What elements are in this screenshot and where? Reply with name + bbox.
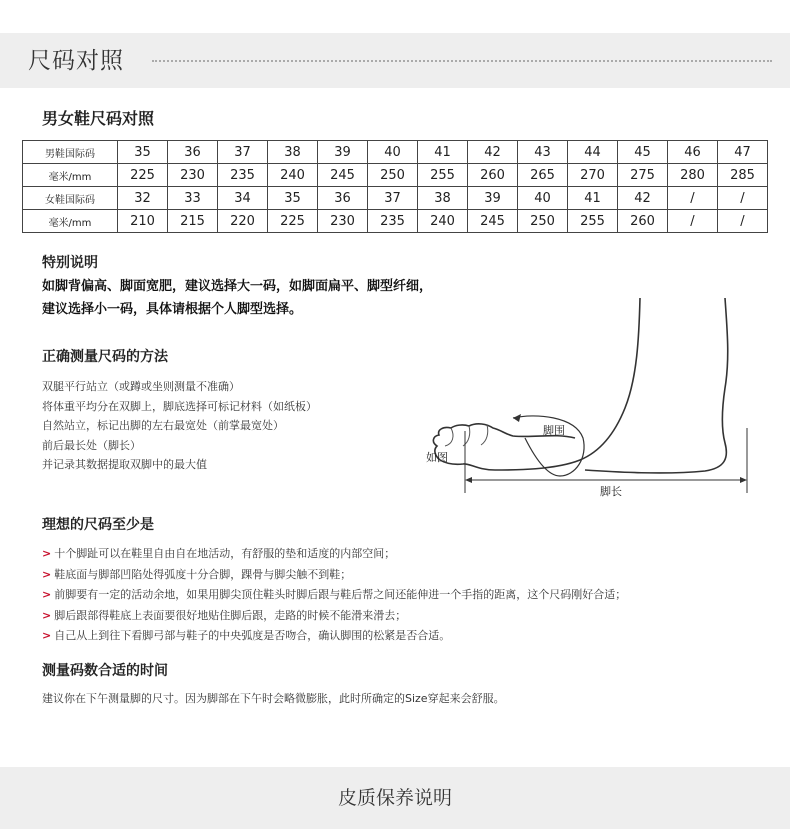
ideal-title: 理想的尺码至少是 — [42, 517, 154, 533]
footer-banner — [0, 767, 790, 829]
ideal-item-text: 鞋底面与脚部凹陷处得弧度十分合脚，踝骨与脚尖触不到鞋； — [54, 567, 352, 581]
ideal-item-text: 十个脚趾可以在鞋里自由自在地活动，有舒服的垫和适度的内部空间； — [54, 547, 396, 560]
size-cell: 220 — [218, 210, 268, 233]
size-cell: 35 — [268, 187, 318, 210]
footer-title: 皮质保养说明 — [337, 787, 452, 809]
size-cell: 44 — [568, 141, 618, 164]
size-cell: 45 — [618, 141, 668, 164]
page-title: 尺码对照 — [28, 48, 124, 74]
ideal-item — [42, 544, 626, 565]
size-cell: 235 — [368, 210, 418, 233]
size-cell: 260 — [468, 164, 518, 187]
size-table-title: 男女鞋尺码对照 — [42, 109, 155, 128]
method-list — [42, 377, 317, 475]
method-line: 双腿平行站立（或蹲或坐则测量不准确） — [42, 380, 240, 393]
size-row-label: 毫米/mm — [23, 164, 118, 187]
size-cell: 230 — [318, 210, 368, 233]
special-text — [42, 275, 432, 321]
size-cell: 32 — [118, 187, 168, 210]
size-table-row — [23, 210, 768, 233]
size-cell: 245 — [468, 210, 518, 233]
size-cell: 255 — [418, 164, 468, 187]
size-cell: 42 — [468, 141, 518, 164]
size-cell: 250 — [518, 210, 568, 233]
size-cell: 33 — [168, 187, 218, 210]
size-cell: 225 — [268, 210, 318, 233]
size-cell: 285 — [718, 164, 768, 187]
foot-measure-diagram — [425, 298, 765, 508]
ideal-list — [42, 544, 626, 647]
size-cell: 34 — [218, 187, 268, 210]
special-line: 如脚背偏高、脚面宽肥，建议选择大一码，如脚面扁平、脚型纤细， — [42, 279, 433, 294]
ideal-item — [42, 606, 626, 627]
foot-outline — [433, 298, 640, 470]
bullet-arrow-icon: > — [42, 547, 52, 560]
size-cell: / — [718, 210, 768, 233]
size-cell: 38 — [418, 187, 468, 210]
special-line: 建议选择小一码，具体请根据个人脚型选择。 — [42, 302, 303, 317]
size-cell: 280 — [668, 164, 718, 187]
size-table-row — [23, 141, 768, 164]
size-cell: 46 — [668, 141, 718, 164]
size-cell: 43 — [518, 141, 568, 164]
header-banner — [0, 33, 790, 88]
size-cell: 260 — [618, 210, 668, 233]
ideal-item — [42, 565, 626, 586]
size-cell: 255 — [568, 210, 618, 233]
size-cell: 35 — [118, 141, 168, 164]
size-cell: 210 — [118, 210, 168, 233]
girth-arrow-head — [513, 414, 521, 422]
size-table — [22, 140, 768, 233]
method-line: 并记录其数据提取双脚中的最大值 — [42, 458, 207, 471]
ideal-item-text: 前脚要有一定的活动余地，如果用脚尖顶住鞋头时脚后跟与鞋后帮之间还能伸进一个手指的距离，这个尺码刚好合适； — [54, 588, 627, 601]
size-cell: 39 — [318, 141, 368, 164]
header-dotted-rule — [152, 60, 772, 62]
size-cell: 40 — [518, 187, 568, 210]
length-arrow-right — [740, 477, 747, 483]
ideal-item — [42, 626, 626, 647]
size-cell: 41 — [418, 141, 468, 164]
ideal-item — [42, 585, 626, 606]
size-row-label: 男鞋国际码 — [23, 141, 118, 164]
figure-label: 如图 — [426, 451, 448, 464]
size-cell: 36 — [318, 187, 368, 210]
bullet-arrow-icon: > — [42, 567, 52, 581]
size-cell: 245 — [318, 164, 368, 187]
size-cell: 39 — [468, 187, 518, 210]
size-row-label: 毫米/mm — [23, 210, 118, 233]
size-cell: / — [668, 187, 718, 210]
size-cell: 225 — [118, 164, 168, 187]
size-row-label: 女鞋国际码 — [23, 187, 118, 210]
timing-title: 测量码数合适的时间 — [42, 663, 168, 679]
size-cell: 38 — [268, 141, 318, 164]
bullet-arrow-icon: > — [42, 629, 52, 642]
size-cell: / — [718, 187, 768, 210]
size-cell: 215 — [168, 210, 218, 233]
size-cell: 250 — [368, 164, 418, 187]
size-cell: 37 — [368, 187, 418, 210]
method-line: 自然站立，标记出脚的左右最宽处（前掌最宽处） — [42, 419, 284, 432]
size-cell: 240 — [268, 164, 318, 187]
size-cell: / — [668, 210, 718, 233]
bullet-arrow-icon: > — [42, 608, 52, 622]
toe-lines — [445, 425, 488, 446]
method-line: 前后最长处（脚长） — [42, 438, 141, 452]
size-cell: 265 — [518, 164, 568, 187]
girth-label: 脚围 — [543, 424, 565, 437]
size-cell: 270 — [568, 164, 618, 187]
size-cell: 37 — [218, 141, 268, 164]
special-title: 特别说明 — [42, 255, 98, 271]
size-cell: 41 — [568, 187, 618, 210]
size-cell: 47 — [718, 141, 768, 164]
size-cell: 40 — [368, 141, 418, 164]
size-cell: 36 — [168, 141, 218, 164]
size-table-row — [23, 164, 768, 187]
size-cell: 235 — [218, 164, 268, 187]
method-title: 正确测量尺码的方法 — [42, 349, 168, 365]
size-cell: 275 — [618, 164, 668, 187]
size-cell: 240 — [418, 210, 468, 233]
bullet-arrow-icon: > — [42, 588, 52, 601]
ideal-item-text: 自己从上到往下看脚弓部与鞋子的中央弧度是否吻合，确认脚围的松紧是否合适。 — [54, 629, 451, 642]
ankle-back-outline — [585, 298, 728, 473]
length-label: 脚长 — [600, 485, 622, 498]
ideal-item-text: 脚后跟部得鞋底上表面要很好地贴住脚后跟，走路的时候不能滑来滑去； — [54, 608, 407, 622]
size-cell: 42 — [618, 187, 668, 210]
size-table-row — [23, 187, 768, 210]
size-cell: 230 — [168, 164, 218, 187]
timing-text: 建议你在下午测量脚的尺寸。因为脚部在下午时会略微膨胀，此时所确定的Size穿起来会舒服。 — [42, 692, 505, 705]
method-line: 将体重平均分在双脚上，脚底选择可标记材料（如纸板） — [42, 399, 317, 413]
length-arrow-left — [465, 477, 472, 483]
